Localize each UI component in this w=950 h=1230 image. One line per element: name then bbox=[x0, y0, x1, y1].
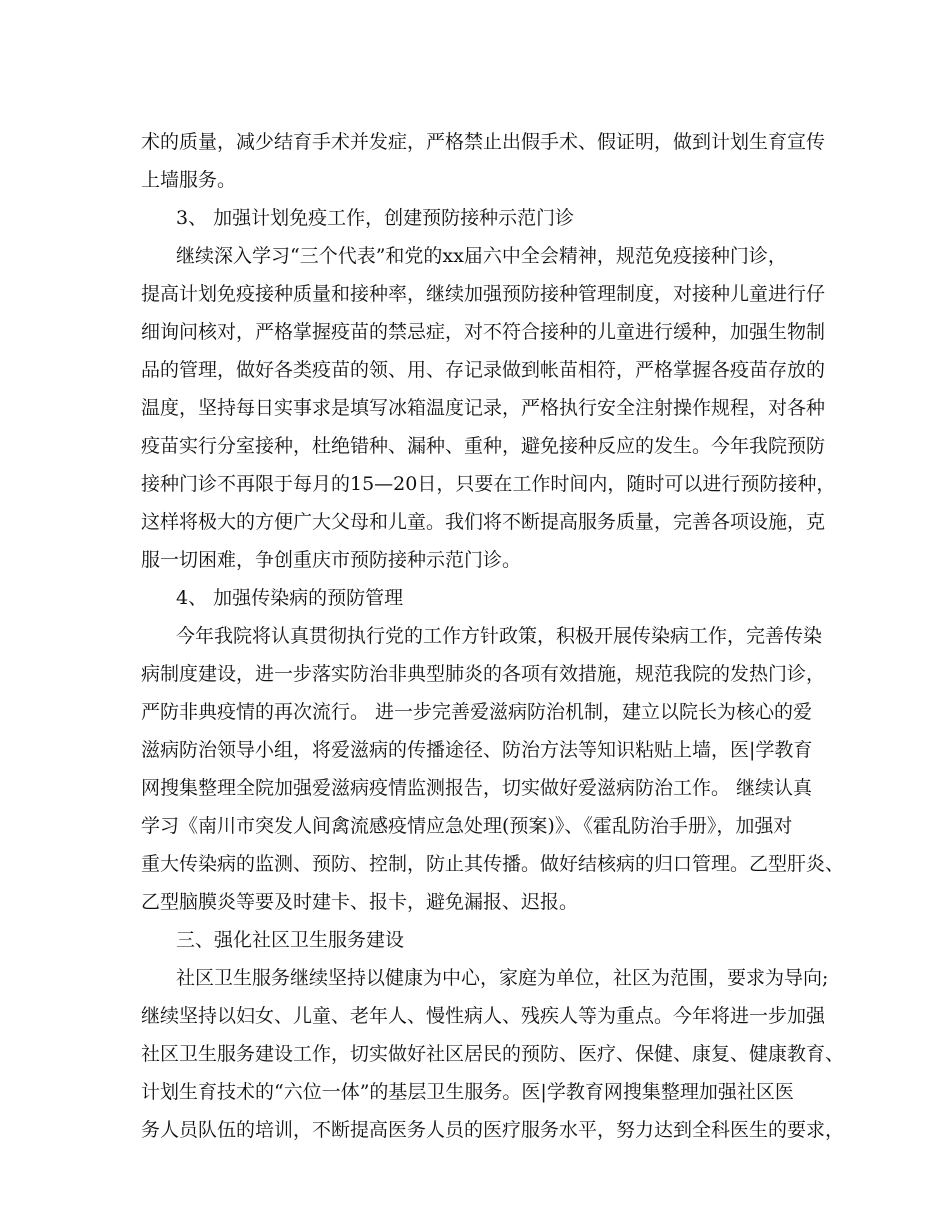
text-line: 继续深入学习“三个代表”和党的xx届六中全会精神，规范免疫接种门诊， bbox=[176, 245, 787, 267]
text-line: 上墙服务。 bbox=[141, 169, 237, 191]
text-line: 社区卫生服务建设工作，切实做好社区居民的预防、医疗、保健、康复、健康教育、 bbox=[141, 1043, 845, 1065]
text-line: 品的管理，做好各类疫苗的领、用、存记录做到帐苗相符，严格掌握各疫苗存放的 bbox=[141, 359, 826, 381]
text-line: 严防非典疫情的再次流行。 进一步完善爱滋病防治机制，建立以院长为核心的爱 bbox=[141, 701, 813, 723]
text-line: 细询问核对，严格掌握疫苗的禁忌症，对不符合接种的儿童进行缓种，加强生物制 bbox=[141, 321, 826, 343]
text-line: 滋病防治领导小组，将爱滋病的传播途径、防治方法等知识粘贴上墙，医|学教育 bbox=[141, 739, 813, 761]
text-line: 乙型脑膜炎等要及时建卡、报卡，避免漏报、迟报。 bbox=[141, 891, 579, 913]
text-line: 重大传染病的监测、预防、控制，防止其传播。做好结核病的归口管理。乙型肝炎、 bbox=[141, 853, 845, 875]
text-line: 学习《南川市突发人间禽流感疫情应急处理(预案)》、《霍乱防治手册》，加强对 bbox=[141, 815, 793, 837]
text-line: 服一切困难，争创重庆市预防接种示范门诊。 bbox=[141, 549, 522, 571]
text-line: 社区卫生服务继续坚持以健康为中心，家庭为单位，社区为范围，要求为导向; bbox=[176, 967, 829, 989]
text-line: 继续坚持以妇女、儿童、老年人、慢性病人、残疾人等为重点。今年将进一步加强 bbox=[141, 1005, 826, 1027]
text-line: 病制度建设，进一步落实防治非典型肺炎的各项有效措施，规范我院的发热门诊， bbox=[141, 663, 826, 685]
text-line: 计划生育技术的“六位一体”的基层卫生服务。医|学教育网搜集整理加强社区医 bbox=[141, 1081, 794, 1103]
text-line: 今年我院将认真贯彻执行党的工作方针政策，积极开展传染病工作，完善传染 bbox=[176, 625, 823, 647]
text-line: 网搜集整理全院加强爱滋病疫情监测报告，切实做好爱滋病防治工作。 继续认真 bbox=[141, 777, 813, 799]
text-line: 提高计划免疫接种质量和接种率，继续加强预防接种管理制度，对接种儿童进行仔 bbox=[141, 283, 826, 305]
section-heading: 4、 加强传染病的预防管理 bbox=[176, 587, 404, 609]
text-line: 务人员队伍的培训，不断提高医务人员的医疗服务水平，努力达到全科医生的要求， bbox=[141, 1119, 845, 1141]
section-heading: 3、 加强计划免疫工作，创建预防接种示范门诊 bbox=[176, 207, 575, 229]
text-line: 术的质量，减少结育手术并发症，严格禁止出假手术、假证明，做到计划生育宣传 bbox=[141, 131, 826, 153]
section-heading: 三、强化社区卫生服务建设 bbox=[176, 929, 405, 951]
text-line: 这样将极大的方便广大父母和儿童。我们将不断提高服务质量，完善各项设施，克 bbox=[141, 511, 826, 533]
text-line: 疫苗实行分室接种，杜绝错种、漏种、重种，避免接种反应的发生。今年我院预防 bbox=[141, 435, 826, 457]
text-line: 温度，坚持每日实事求是填写冰箱温度记录，严格执行安全注射操作规程，对各种 bbox=[141, 397, 826, 419]
text-line: 接种门诊不再限于每月的15—20日，只要在工作时间内，随时可以进行预防接种， bbox=[141, 473, 836, 495]
